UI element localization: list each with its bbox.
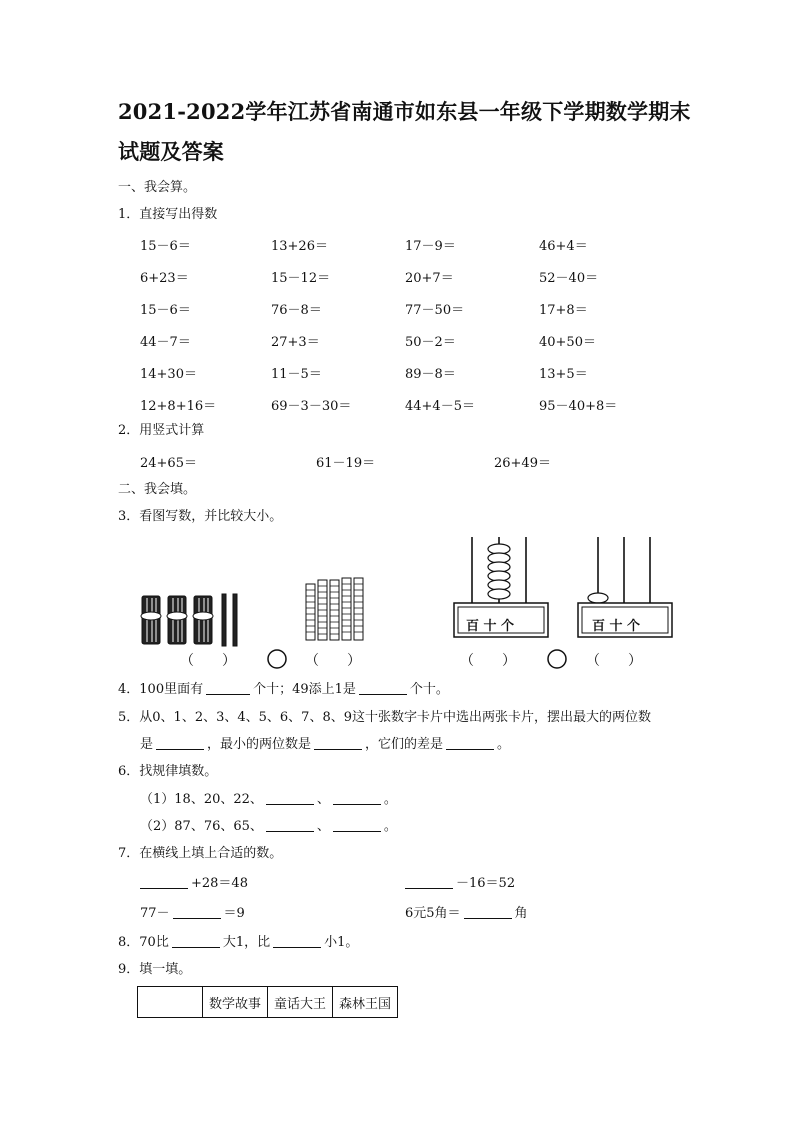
q8-text: 大1，比 [222, 935, 271, 950]
q6-blank[interactable] [266, 819, 314, 832]
q7-text: ＝9 [223, 906, 245, 921]
q6-blank[interactable] [333, 792, 381, 805]
compare-circle-icon[interactable] [546, 648, 568, 670]
q5-blank[interactable] [314, 737, 362, 750]
q2-problem: 61－19＝ [316, 456, 376, 471]
q5-text: 是 [140, 737, 154, 752]
q5-blank[interactable] [446, 737, 494, 750]
q1-label: 1．直接写出得数 [118, 207, 218, 222]
q5-text-line-1: 5．从0、1、2、3、4、5、6、7、8、9这十张数字卡片中选出两张卡片，摆出最大的两位数 [118, 710, 651, 725]
q5-blank[interactable] [156, 737, 204, 750]
q3-answer-blank[interactable]: （ ） [305, 653, 361, 669]
q7-label: 7．在横线上填上合适的数。 [118, 846, 283, 861]
q7-blank[interactable] [405, 876, 453, 889]
q7-item-b [405, 876, 515, 892]
q7-text: 角 [514, 906, 528, 921]
q8-text: 小1。 [324, 935, 359, 950]
q7-item-a [140, 876, 248, 892]
q6-text: 。 [383, 819, 397, 834]
q1-problem: 13+5＝ [539, 367, 588, 382]
q9-header-cell: 数学故事 [203, 987, 268, 1018]
q5-line-2 [140, 737, 510, 753]
q7-text: 77－ [140, 906, 170, 921]
q8-line [118, 935, 358, 951]
q1-problem: 15－6＝ [140, 239, 191, 254]
q9-header-cell [138, 987, 203, 1018]
section-1-heading: 一、我会算。 [118, 180, 197, 195]
q6-label: 6．找规律填数。 [118, 764, 218, 779]
q5-text: ，最小的两位数是 [207, 737, 312, 752]
q9-header-row [138, 987, 398, 1018]
cube-columns-picture [300, 576, 370, 646]
q1-problem: 40+50＝ [539, 335, 596, 350]
q1-problem: 50－2＝ [405, 335, 456, 350]
q4-line [118, 682, 449, 698]
q1-problem: 17+8＝ [539, 303, 588, 318]
q8-blank[interactable] [172, 935, 220, 948]
q7-text: +28＝48 [191, 876, 248, 891]
q1-problem: 27+3＝ [271, 335, 320, 350]
q5-text: ，它们的差是 [365, 737, 444, 752]
q1-problem: 6+23＝ [140, 271, 189, 286]
q6-text: 。 [383, 792, 397, 807]
q9-header-cell: 童话大王 [268, 987, 333, 1018]
q7-item-c [140, 906, 245, 922]
q6-blank[interactable] [266, 792, 314, 805]
q3-label: 3．看图写数，并比较大小。 [118, 509, 283, 524]
q1-problem: 44－7＝ [140, 335, 191, 350]
q1-problem: 89－8＝ [405, 367, 456, 382]
q4-blank[interactable] [359, 682, 407, 695]
q1-problem: 17－9＝ [405, 239, 456, 254]
abacus-place-label: 百 十 个 [466, 619, 515, 634]
q6-text: 、 [316, 819, 330, 834]
q6-text: （1）18、20、22、 [140, 792, 263, 807]
title-line-2: 试题及答案 [118, 139, 224, 164]
compare-circle-icon[interactable] [266, 648, 288, 670]
q1-problem: 14+30＝ [140, 367, 197, 382]
q4-blank[interactable] [206, 682, 250, 695]
section-2-heading: 二、我会填。 [118, 482, 197, 497]
q9-label: 9．填一填。 [118, 962, 192, 977]
q1-problem: 52－40＝ [539, 271, 599, 286]
q8-blank[interactable] [273, 935, 321, 948]
q2-problem: 26+49＝ [494, 456, 551, 471]
abacus-place-label: 百 十 个 [592, 619, 641, 634]
q1-problem: 76－8＝ [271, 303, 322, 318]
q7-text: －16＝52 [456, 876, 516, 891]
q3-answer-blank[interactable]: （ ） [180, 653, 236, 669]
q2-problem: 24+65＝ [140, 456, 197, 471]
q6-text: 、 [316, 792, 330, 807]
q5-text: 。 [497, 737, 511, 752]
q6-sequence-2 [140, 819, 397, 835]
q1-problem: 20+7＝ [405, 271, 454, 286]
q7-blank[interactable] [464, 906, 512, 919]
q7-text: 6元5角＝ [405, 906, 461, 921]
q1-problem: 11－5＝ [271, 367, 322, 382]
q2-label: 2．用竖式计算 [118, 423, 205, 438]
q1-problem: 15－6＝ [140, 303, 191, 318]
q4-text: 4．100里面有 [118, 682, 204, 697]
q3-answer-blank[interactable]: （ ） [460, 653, 516, 669]
q1-problem: 13+26＝ [271, 239, 328, 254]
q7-blank[interactable] [173, 906, 221, 919]
q6-blank[interactable] [333, 819, 381, 832]
q6-sequence-1 [140, 792, 397, 808]
q4-text: 个十。 [409, 682, 449, 697]
bundled-sticks-picture [138, 590, 248, 650]
q6-text: （2）87、76、65、 [140, 819, 263, 834]
q9-table [137, 986, 398, 1018]
q1-problem: 12+8+16＝ [140, 399, 217, 414]
q3-answer-blank[interactable]: （ ） [586, 653, 642, 669]
q1-problem: 46+4＝ [539, 239, 588, 254]
document-title [118, 92, 691, 172]
q9-header-cell: 森林王国 [333, 987, 398, 1018]
q1-problem: 77－50＝ [405, 303, 465, 318]
q4-text: 个十；49添上1是 [253, 682, 356, 697]
title-line-1: 2021-2022学年江苏省南通市如东县一年级下学期数学期末 [118, 99, 691, 124]
q1-problem: 15－12＝ [271, 271, 331, 286]
q7-item-d [405, 906, 528, 922]
q1-problem: 44+4－5＝ [405, 399, 475, 414]
q1-problem: 69－3－30＝ [271, 399, 352, 414]
q7-blank[interactable] [140, 876, 188, 889]
q1-problem: 95－40+8＝ [539, 399, 618, 414]
q8-text: 8．70比 [118, 935, 169, 950]
